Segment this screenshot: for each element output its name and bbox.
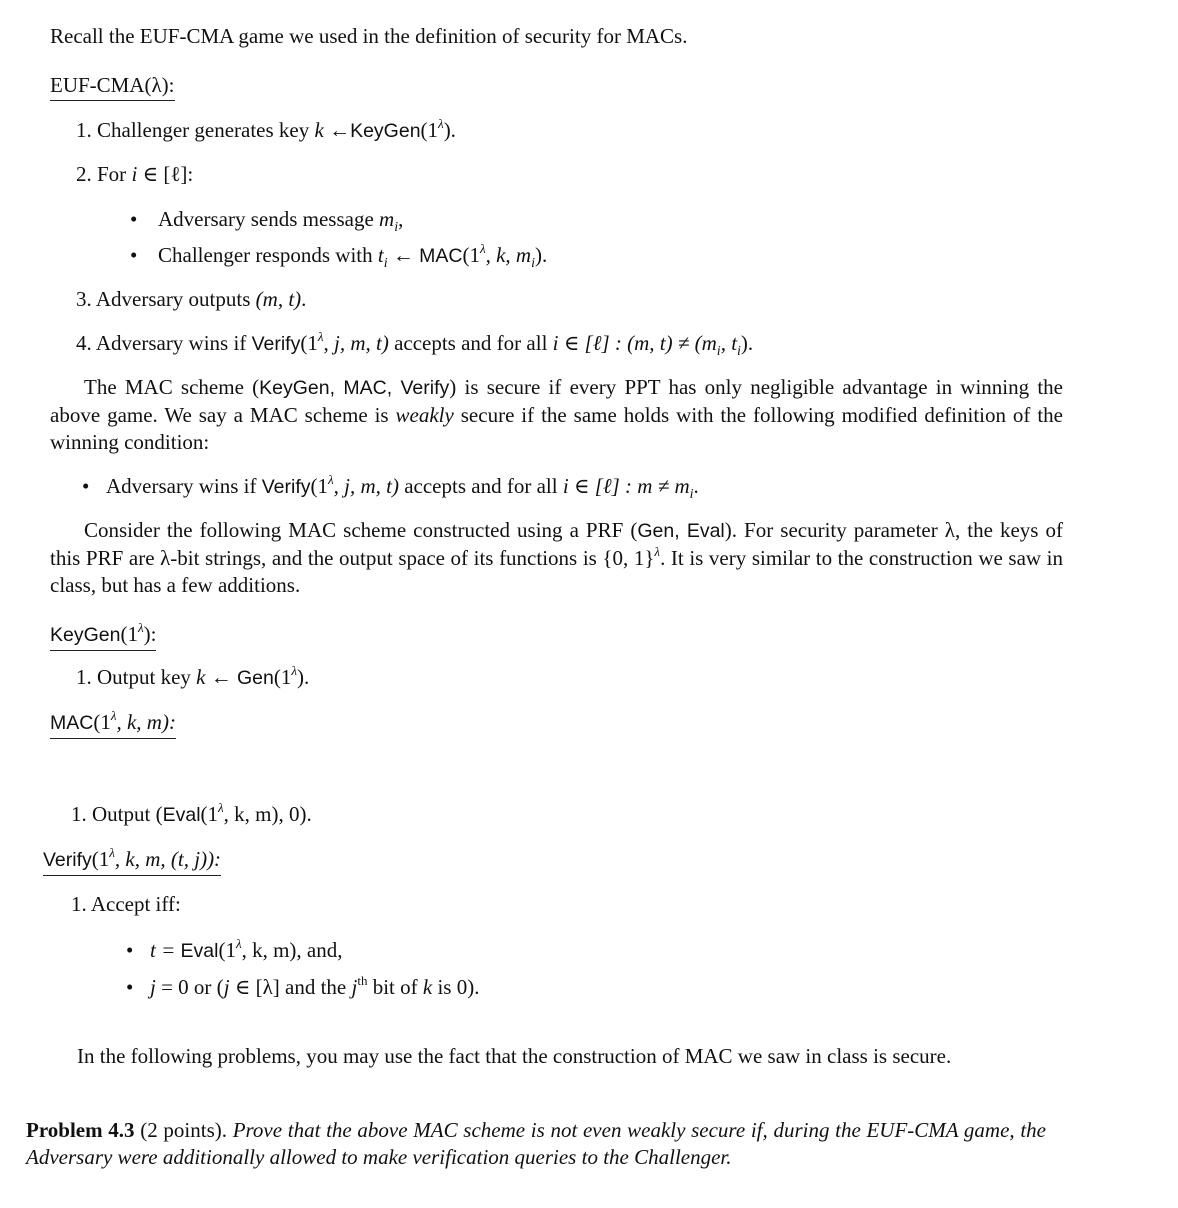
bullet-icon: • bbox=[130, 207, 138, 231]
mac-fn: MAC bbox=[419, 245, 463, 267]
arrow-symbol: ← bbox=[210, 665, 232, 689]
var-k: k bbox=[314, 118, 324, 142]
sup: λ bbox=[328, 472, 334, 487]
var-k: k bbox=[422, 975, 433, 999]
num: 1. bbox=[76, 665, 92, 689]
verify-fn: Verify bbox=[43, 849, 92, 871]
text: Output key bbox=[97, 665, 191, 689]
arg: (1 bbox=[93, 710, 111, 734]
args: , k, m bbox=[485, 243, 532, 267]
scheme-fns: KeyGen, MAC, Verify bbox=[259, 377, 450, 399]
sup: λ bbox=[438, 116, 444, 131]
end: ). bbox=[740, 331, 754, 355]
arrow-symbol: ← bbox=[392, 243, 414, 267]
num: 1. bbox=[71, 892, 87, 916]
arg: (1 bbox=[420, 118, 439, 142]
var-j: j bbox=[223, 975, 230, 999]
sup: th bbox=[357, 973, 368, 988]
arg: (1 bbox=[120, 622, 138, 646]
sup: λ bbox=[137, 620, 144, 635]
intro-text: Recall the EUF-CMA game we used in the definition of security for MACs. bbox=[50, 24, 688, 48]
sup: λ bbox=[235, 936, 242, 951]
step-2 bbox=[76, 161, 193, 188]
mac-fn: MAC bbox=[50, 712, 94, 734]
text: The MAC scheme ( bbox=[84, 375, 260, 399]
arrow-symbol: ← bbox=[329, 118, 351, 142]
emphasis-weakly: weakly bbox=[395, 403, 454, 427]
step-2-number: 2. bbox=[76, 162, 92, 186]
condition: , t bbox=[720, 331, 738, 355]
paragraph-security-def bbox=[50, 374, 1063, 456]
paragraph-construction bbox=[50, 517, 1063, 599]
bullet-icon: • bbox=[130, 243, 138, 267]
problem-label: Problem 4.3 bbox=[26, 1118, 135, 1142]
end: ). bbox=[534, 243, 548, 267]
var-j: j bbox=[150, 975, 156, 999]
step-3-text: Adversary outputs bbox=[95, 287, 251, 311]
bullet-item-send bbox=[130, 206, 404, 236]
arg: (1 bbox=[91, 847, 110, 871]
verify-bullet-eval bbox=[126, 937, 343, 965]
bullet-icon: • bbox=[82, 474, 90, 498]
args: , j, m, t) bbox=[323, 331, 389, 355]
step-1-text: Challenger generates key bbox=[97, 118, 310, 142]
step-4 bbox=[76, 330, 753, 358]
arg: (1 bbox=[200, 802, 219, 826]
problem-text: Prove that the above MAC scheme is not even weakly secure if, during the EUF-CMA game, the Adversary were additionally allowed to make verification queries to the Challenger. bbox=[26, 1118, 1047, 1169]
end: . bbox=[693, 474, 699, 498]
eval-fn: Eval bbox=[162, 804, 201, 826]
step-4-number: 4. bbox=[76, 331, 92, 355]
arg: (1 bbox=[300, 331, 318, 355]
verify-bullet-bit bbox=[126, 974, 479, 1001]
keygen-fn: KeyGen bbox=[50, 624, 121, 646]
keygen-title bbox=[50, 621, 156, 651]
text: secure if the same holds with the following modified definition of the winning condition: bbox=[50, 403, 1063, 454]
bullet-text: Adversary sends message bbox=[158, 207, 374, 231]
sub: i bbox=[716, 344, 721, 360]
text: Output bbox=[92, 802, 151, 826]
problem-points: (2 points). bbox=[140, 1118, 227, 1142]
sup: λ bbox=[109, 845, 115, 860]
text: Accept iff: bbox=[90, 892, 181, 916]
sub: i bbox=[383, 256, 388, 272]
sub: i bbox=[394, 220, 399, 236]
verify-fn: Verify bbox=[251, 333, 301, 355]
pair-expr: (m, t) bbox=[255, 287, 302, 311]
eq: t = bbox=[150, 938, 176, 962]
step-1-number: 1. bbox=[76, 118, 92, 142]
mac-step-1 bbox=[71, 801, 312, 829]
bullet-icon: • bbox=[126, 938, 134, 962]
var-k: k bbox=[196, 665, 206, 689]
sup: λ bbox=[654, 544, 661, 559]
args: , k, m, (t, j)): bbox=[114, 847, 222, 871]
arg: (1 bbox=[218, 938, 236, 962]
euf-cma-title: EUF-CMA(λ): bbox=[50, 72, 175, 101]
sub: i bbox=[531, 256, 535, 272]
step-3-number: 3. bbox=[76, 287, 92, 311]
text: . It is very similar to the construction we saw in class, but has a few additions. bbox=[50, 546, 1063, 597]
bullet-text: Adversary wins if bbox=[106, 474, 257, 498]
sup: λ bbox=[479, 241, 486, 256]
step-3 bbox=[76, 286, 306, 313]
step-4-mid: accepts and for all bbox=[394, 331, 548, 355]
num: 1. bbox=[71, 802, 87, 826]
condition: i ∈ [ℓ] : (m, t) ≠ (m bbox=[552, 331, 717, 355]
bullet-item-weak-win bbox=[82, 473, 699, 501]
mac-title bbox=[50, 709, 176, 739]
args: , k, m): bbox=[116, 710, 176, 734]
arg: (1 bbox=[462, 243, 480, 267]
var-m: m bbox=[379, 207, 395, 231]
verify-step-1 bbox=[71, 891, 181, 918]
set-expr: ∈ [ℓ]: bbox=[142, 162, 194, 186]
text: ) is secure if every PPT has only negligible advantage in winning the above game. We say a MAC scheme is bbox=[50, 375, 1063, 427]
bullet-item-respond bbox=[130, 242, 547, 270]
end: ). bbox=[296, 665, 310, 689]
condition: i ∈ [ℓ] : m ≠ m bbox=[562, 474, 690, 498]
arg: (1 bbox=[310, 474, 328, 498]
text: ∈ [λ] and the bbox=[234, 975, 347, 999]
var-j: j bbox=[351, 975, 358, 999]
text: Consider the following MAC scheme constructed using a PRF ( bbox=[84, 518, 638, 542]
sup: λ bbox=[218, 800, 224, 815]
args: , k, m), and, bbox=[241, 938, 343, 962]
sup: λ bbox=[317, 329, 324, 344]
step-1 bbox=[76, 117, 456, 145]
sup: λ bbox=[110, 708, 117, 723]
sub: i bbox=[737, 344, 741, 360]
end: ): bbox=[143, 622, 157, 646]
end: , bbox=[398, 207, 404, 231]
args: , k, m), 0). bbox=[223, 802, 312, 826]
paren: ( bbox=[155, 802, 163, 826]
eval-fn: Eval bbox=[180, 940, 219, 962]
bullet-icon: • bbox=[126, 975, 134, 999]
sup: λ bbox=[291, 663, 297, 678]
gen-fn: Gen bbox=[236, 667, 274, 689]
problem-statement bbox=[26, 1117, 1046, 1171]
text: ). For security parameter λ, the keys of this PRF are λ-bit strings, and the output space of its functions is {0, 1} bbox=[50, 518, 1063, 570]
arg: (1 bbox=[273, 665, 292, 689]
text: is 0). bbox=[437, 975, 480, 999]
var-i: i bbox=[131, 162, 138, 186]
verify-fn: Verify bbox=[261, 476, 311, 498]
step-4-text: Adversary wins if bbox=[95, 331, 247, 355]
text: bit of bbox=[372, 975, 418, 999]
end: ). bbox=[443, 118, 456, 142]
paragraph-following-problems: In the following problems, you may use the fact that the construction of MAC we saw in class is secure. bbox=[77, 1044, 952, 1068]
keygen-fn: KeyGen bbox=[350, 120, 421, 142]
end: . bbox=[301, 287, 307, 311]
verify-title bbox=[43, 846, 221, 876]
keygen-step-1 bbox=[76, 664, 309, 692]
var-t: t bbox=[377, 243, 384, 267]
bullet-text: Challenger responds with bbox=[158, 243, 373, 267]
sub: i bbox=[689, 487, 694, 503]
prf-fns: Gen, Eval bbox=[637, 520, 725, 542]
step-2-text: For bbox=[97, 162, 127, 186]
args: , j, m, t) bbox=[333, 474, 399, 498]
bullet-mid: accepts and for all bbox=[404, 474, 558, 498]
text: = 0 or ( bbox=[161, 975, 224, 999]
